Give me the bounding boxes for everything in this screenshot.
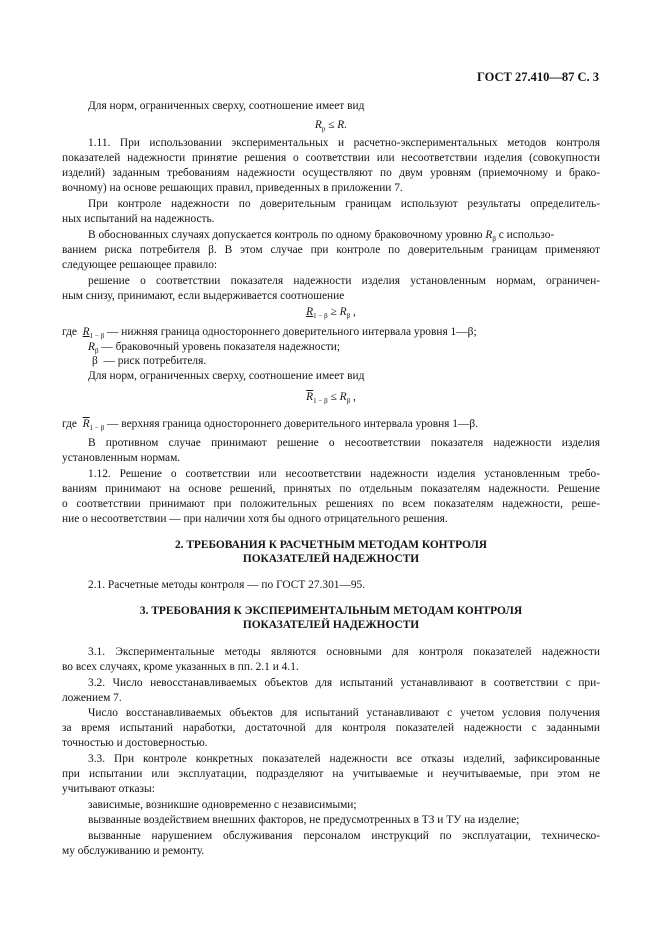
paragraph-line: Для норм, ограниченных сверху, соотношение имеет вид <box>88 100 365 112</box>
paragraph-line: во всех случаях, кроме указанных в пп. 2.1 и 4.1. <box>62 661 299 673</box>
paragraph-line: вочному) на основе решающих правил, приведенных в приложении 7. <box>62 182 403 194</box>
list-item: вызванные воздействием внешних факторов, не предусмотренных в ТЗ и ТУ на изделие; <box>88 814 520 826</box>
section-2-title: ПОКАЗАТЕЛЕЙ НАДЕЖНОСТИ <box>242 553 420 565</box>
page-header: ГОСТ 27.410—87 С. 3 <box>476 70 599 84</box>
paragraph-line: следующее решающее правило: <box>62 259 218 271</box>
paragraph-line: ванием риска потребителя β. В этом случае при контроле по доверительным границам применяют <box>62 244 600 256</box>
paragraph-line: учитывают отказы: <box>62 783 155 795</box>
where-line: β — риск потребителя. <box>92 355 207 367</box>
paragraph-line: 3.1. Экспериментальные методы являются основными для контроля показателей надежности <box>88 646 600 658</box>
paragraph-line: показателей надежности принятие решения о соответствии или несоответствии изделия (совокупности <box>62 152 600 164</box>
paragraph-line: ным снизу, принимают, если выдерживается соотношение <box>62 290 345 302</box>
paragraph-line: 3.2. Число невосстанавливаемых объектов для испытаний устанавливают в соответствии с при- <box>88 677 600 689</box>
paragraph-line: При контроле надежности по доверительным границам используют результаты определитель- <box>88 198 600 210</box>
paragraph-line: изделий) заданным требованиям надежности осуществляют по двум уровням (приемочному и брако- <box>62 167 600 179</box>
formula-upper-bound: $\overline{R}_{1 - \beta} \le R_\beta$ , <box>306 391 356 405</box>
paragraph-line: 1.11. При использовании экспериментальных и расчетно-экспериментальных методов контроля <box>88 137 600 149</box>
paragraph-line: 1.12. Решение о соответствии или несоответствии надежности изделия установленным требо- <box>88 468 600 480</box>
paragraph-line: ние о несоответствии — при наличии хотя бы одного отрицательного решения. <box>62 513 448 525</box>
paragraph-line: о соответствии принимают при положительных решениях по всем показателям надежности, реше- <box>62 498 600 510</box>
paragraph-line: Для норм, ограниченных сверху, соотношение имеет вид <box>88 370 365 382</box>
paragraph-line: 2.1. Расчетные методы контроля — по ГОСТ 27.301—95. <box>88 579 366 591</box>
paragraph-line: решение о соответствии показателя надежности изделия установленным нормам, ограничен- <box>88 275 600 287</box>
list-item: зависимые, возникшие одновременно с независимыми; <box>88 799 357 811</box>
paragraph-line: при испытании или эксплуатации, подразделяют на учитываемые и неучитываемые, при этом не <box>62 768 600 780</box>
formula-r-le: $R_р \le R$. <box>314 119 348 133</box>
where-line: $R_\beta$ — браковочный уровень показателя надежности; <box>88 341 341 355</box>
list-item: вызванные нарушением обслуживания персоналом инструкций по эксплуатации, техническо- <box>88 830 600 842</box>
section-3-title: 3. ТРЕБОВАНИЯ К ЭКСПЕРИМЕНТАЛЬНЫМ МЕТОДАМ КОНТРОЛЯ <box>139 605 523 617</box>
paragraph-line: установленным нормам. <box>62 452 181 464</box>
paragraph-line: 3.3. При контроле конкретных показателей надежности все отказы изделий, зафиксированные <box>88 753 600 765</box>
paragraph-line: В противном случае принимают решение о несоответствии показателя надежности изделия <box>88 437 600 449</box>
paragraph-line: точностью и достоверностью. <box>62 737 208 749</box>
where-line: где $R_{1 - \beta}$ — нижняя граница одностороннего доверительного интервала уровня 1—β; <box>62 326 477 340</box>
formula-lower-bound: $R_{1 - \beta} \ge R_\beta$ , <box>306 306 356 320</box>
paragraph-line: В обоснованных случаях допускается контроль по одному браковочному уровню $R_\beta$ с использо- <box>88 229 555 243</box>
paragraph-line: ваниям принимают на основе решений, принятых по отдельным показателям надежности. Решение <box>62 483 600 495</box>
paragraph-line: ложением 7. <box>62 692 122 704</box>
section-2-title: 2. ТРЕБОВАНИЯ К РАСЧЕТНЫМ МЕТОДАМ КОНТРОЛЯ <box>174 539 488 551</box>
section-3-title: ПОКАЗАТЕЛЕЙ НАДЕЖНОСТИ <box>242 619 420 631</box>
paragraph-line: за время испытаний наработки, достаточной для контроля показателей надежности с заданными <box>62 722 600 734</box>
list-item: му обслуживанию и ремонту. <box>62 845 205 857</box>
paragraph-line: Число восстанавливаемых объектов для испытаний устанавливают с учетом условия получения <box>88 707 600 719</box>
where-line: где $\overline{R}_{1 - \beta}$ — верхняя граница одностороннего доверительного интервала уровня 1—β. <box>62 418 478 432</box>
paragraph-line: ных испытаний на надежность. <box>62 213 215 225</box>
